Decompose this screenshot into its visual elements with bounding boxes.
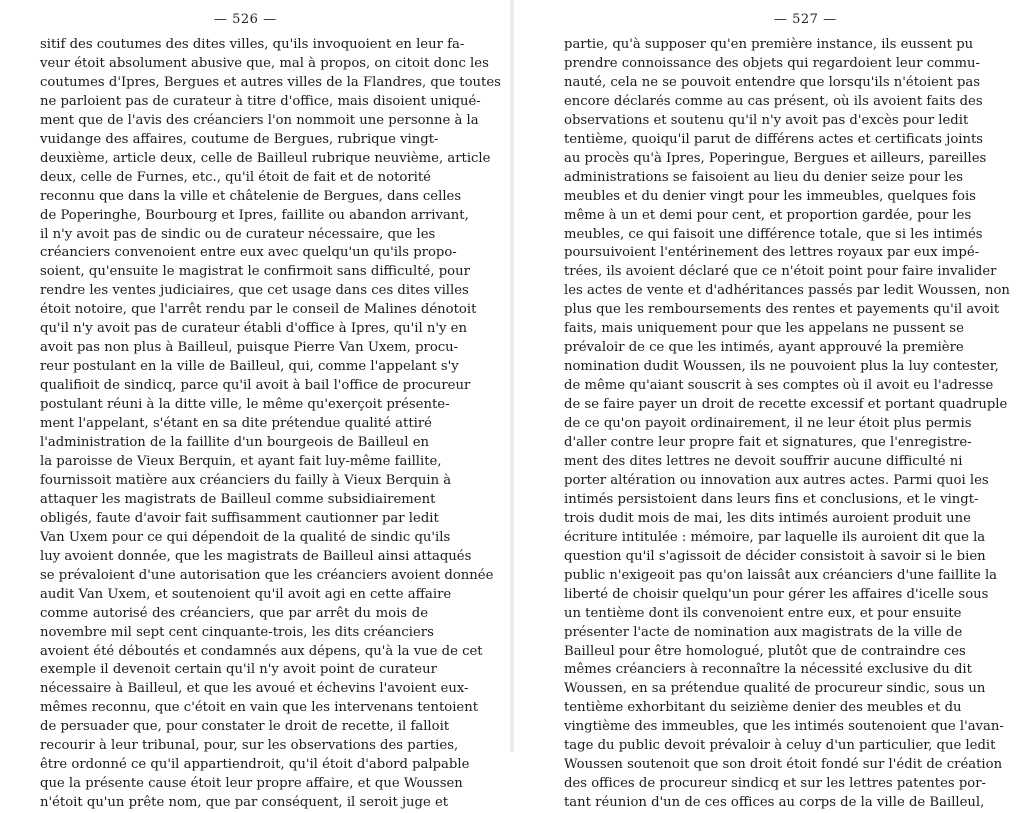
text-line: de persuader que, pour constater le droit de recette, il falloit	[40, 719, 450, 735]
text-line: ment que de l'avis des créanciers l'on nommoit une personne à la	[40, 112, 479, 128]
text-line: public n'exigeoit pas qu'on laissât aux créanciers d'une faillite la	[564, 567, 998, 583]
left-page-text	[40, 36, 501, 813]
text-line: postulant réuni à la ditte ville, le même qu'exerçoit présente-	[40, 397, 450, 413]
text-line: un tentième dont ils convenoient entre eux, et pour ensuite	[564, 605, 962, 621]
text-line: exemple il devenoit certain qu'il n'y avoit point de curateur	[40, 662, 437, 678]
text-line: d'aller contre leur propre fait et signatures, que l'enregistre-	[564, 435, 972, 451]
text-line: obligés, faute d'avoir fait suffisamment cautionner par ledit	[40, 510, 439, 526]
text-line: avoit pas non plus à Bailleul, puisque Pierre Van Uxem, procu-	[40, 340, 459, 356]
text-line: de Poperinghe, Bourbourg et Ipres, faillite ou abandon arrivant,	[40, 207, 469, 223]
text-line: tage du public devoit prévaloir à celuy d'un particulier, que ledit	[564, 738, 996, 754]
text-line: présenter l'acte de nomination aux magistrats de la ville de	[564, 624, 963, 640]
text-line: administrations se faisoient au lieu du denier seize pour les	[564, 169, 964, 185]
text-line: sitif des coutumes des dites villes, qu'ils invoquoient en leur fa-	[40, 37, 465, 52]
text-line: étoit notoire, que l'arrêt rendu par le conseil de Malines dénotoit	[40, 302, 477, 318]
text-line: intimés persistoient dans leurs fins et conclusions, et le vingt-	[564, 491, 979, 507]
text-line: veur étoit absolument abusive que, mal à propos, on citoit donc les	[40, 55, 489, 71]
text-line: deuxième, article deux, celle de Bailleul rubrique neuvième, article	[40, 150, 491, 166]
text-line: deux, celle de Furnes, etc., qu'il étoit de fait et de notorité	[40, 169, 431, 185]
left-page	[0, 0, 512, 811]
text-line: n'étoit qu'un prête nom, que par conséquent, il seroit juge et	[40, 795, 449, 811]
text-line: nécessaire à Bailleul, et que les avoué et échevins l'avoient eux-	[40, 681, 469, 697]
text-line: trées, ils avoient déclaré que ce n'étoit point pour faire invalider	[564, 264, 997, 280]
text-line: prévaloir de ce que les intimés, ayant approuvé la première	[564, 340, 964, 356]
page-number-526: — 526 —	[214, 12, 277, 27]
text-line: liberté de choisir quelqu'un pour gérer les affaires d'icelle sous	[564, 586, 989, 602]
text-line: encore déclarés comme au cas présent, où ils avoient faits des	[564, 93, 983, 109]
text-line: meubles, ce qui faisoit une différence totale, que si les intimés	[564, 226, 983, 242]
text-line: coutumes d'Ipres, Bergues et autres villes de la Flandres, que toutes	[40, 74, 501, 90]
text-line: question qu'il s'agissoit de décider consistoit à savoir si le bien	[564, 548, 986, 564]
text-line: se prévaloient d'une autorisation que les créanciers avoient donnée	[40, 567, 494, 583]
text-line: l'administration de la faillite d'un bourgeois de Bailleul en	[40, 435, 430, 451]
text-line: porter altération ou innovation aux autres actes. Parmi quoi les	[564, 472, 989, 488]
text-line: trois dudit mois de mai, les dits intimés auroient produit une	[564, 510, 971, 526]
text-line: qu'il n'y avoit pas de curateur établi d'office à Ipres, qu'il n'y en	[40, 321, 467, 337]
text-line: vuidange des affaires, coutume de Bergues, rubrique vingt-	[40, 131, 439, 147]
text-line: rendre les ventes judiciaires, que cet usage dans ces dites villes	[40, 283, 469, 299]
text-line: reur postulant en la ville de Bailleul, qui, comme l'appelant s'y	[40, 359, 459, 375]
text-line: il n'y avoit pas de sindic ou de curateur nécessaire, que les	[40, 226, 436, 242]
text-line: que la présente cause étoit leur propre affaire, et que Woussen	[40, 776, 463, 792]
text-line: qualifioit de sindicq, parce qu'il avoit à bail l'office de procureur	[40, 378, 471, 394]
text-line: nomination dudit Woussen, ils ne pouvoient plus la luy contester,	[564, 359, 999, 375]
text-line: tentième exhorbitant du seizième denier des meubles et du	[564, 700, 962, 716]
text-line: observations et soutenu qu'il n'y avoit pas d'excès pour ledit	[564, 112, 969, 128]
text-line: partie, qu'à supposer qu'en première instance, ils eussent pu	[564, 37, 974, 52]
text-line: poursuivoient l'entérinement des lettres royaux par eux impé-	[564, 245, 980, 261]
text-line: tentième, quoiqu'il parut de différens actes et certificats joints	[564, 131, 984, 147]
text-line: être ordonné ce qu'il appartiendroit, qu'il étoit d'abord palpable	[40, 757, 470, 773]
text-line: créanciers convenoient entre eux avec quelqu'un qu'ils propo-	[40, 245, 457, 261]
text-line: reconnu que dans la ville et châtelenie de Bergues, dans celles	[40, 188, 462, 204]
text-line: Van Uxem pour ce qui dépendoit de la qualité de sindic qu'ils	[40, 529, 451, 545]
text-line: recourir à leur tribunal, pour, sur les observations des parties,	[40, 738, 459, 754]
page-number-527: — 527 —	[774, 12, 837, 27]
text-line: au procès qu'à Ipres, Poperingue, Bergues et ailleurs, pareilles	[564, 150, 987, 166]
text-line: prendre connoissance des objets qui regardoient leur commu-	[564, 55, 981, 71]
text-line: faits, mais uniquement pour que les appelans ne pussent se	[564, 321, 964, 337]
text-line: ne parloient pas de curateur à titre d'office, mais disoient uniqué-	[40, 93, 481, 109]
text-line: Bailleul pour être homologué, plutôt que de contraindre ces	[564, 643, 966, 659]
text-line: ment l'appelant, s'étant en sa dite prétendue qualité attiré	[40, 416, 432, 432]
text-line: nauté, cela ne se pouvoit entendre que lorsqu'ils n'étoient pas	[564, 74, 981, 90]
right-page	[512, 0, 1024, 811]
text-line: mêmes reconnu, que c'étoit en vain que les intervenans tentoient	[40, 700, 479, 716]
text-line: Woussen soutenoit que son droit étoit fondé sur l'édit de création	[564, 757, 1003, 773]
text-line: meubles et du denier vingt pour les immeubles, quelques fois	[564, 188, 976, 204]
text-line: comme autorisé des créanciers, que par arrêt du mois de	[40, 605, 428, 621]
text-line: tant réunion d'un de ces offices au corps de la ville de Bailleul,	[564, 795, 985, 811]
text-line: des offices de procureur sindicq et sur les lettres patentes por-	[564, 776, 986, 792]
text-line: de ce qu'on payoit ordinairement, il ne leur étoit plus permis	[564, 416, 972, 432]
text-line: écriture intitulée : mémoire, par laquelle ils auroient dit que la	[564, 529, 986, 545]
text-line: Woussen, en sa prétendue qualité de procureur sindic, sous un	[564, 681, 986, 697]
text-line: novembre mil sept cent cinquante-trois, les dits créanciers	[40, 624, 434, 640]
right-page-text	[564, 36, 1010, 813]
text-line: avoient été déboutés et condamnés aux dépens, qu'à la vue de cet	[40, 643, 483, 659]
text-line: ment des dites lettres ne devoit souffrir aucune difficulté ni	[564, 453, 963, 469]
text-line: attaquer les magistrats de Bailleul comme subsidiairement	[40, 491, 436, 507]
text-line: de se faire payer un droit de recette excessif et portant quadruple	[564, 397, 1008, 413]
text-line: les actes de vente et d'adhéritances passés par ledit Woussen, non	[564, 283, 1010, 299]
text-line: même à un et demi pour cent, et proportion gardée, pour les	[564, 207, 972, 223]
text-line: plus que les remboursements des rentes et payements qu'il avoit	[564, 302, 1000, 318]
text-line: de même qu'aiant souscrit à ses comptes où il avoit eu l'adresse	[564, 378, 994, 394]
text-line: vingtième des immeubles, que les intimés soutenoient que l'avan-	[564, 719, 1004, 735]
text-line: fournissoit matière aux créanciers du failly à Vieux Berquin à	[40, 472, 452, 488]
text-line: luy avoient donnée, que les magistrats de Bailleul ainsi attaqués	[40, 548, 472, 564]
text-line: mêmes créanciers à reconnaître la nécessité exclusive du dit	[564, 662, 972, 678]
text-line: soient, qu'ensuite le magistrat le confirmoit sans difficulté, pour	[40, 264, 470, 280]
text-line: la paroisse de Vieux Berquin, et ayant fait luy-même faillite,	[40, 453, 442, 469]
text-line: audit Van Uxem, et soutenoient qu'il avoit agi en cette affaire	[40, 586, 452, 602]
